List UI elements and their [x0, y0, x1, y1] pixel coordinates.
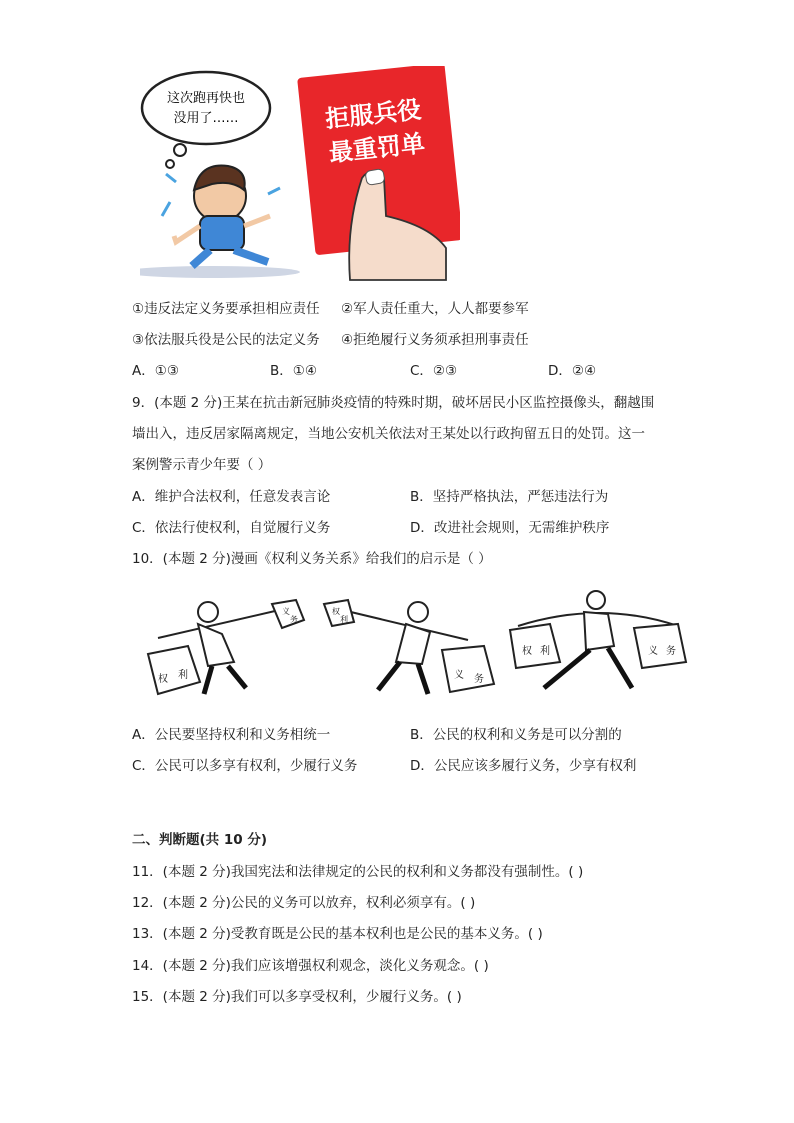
tf-question-13[interactable]: 13．(本题 2 分)受教育既是公民的基本权利也是公民的基本义务。( ): [132, 926, 543, 942]
q8-statement-4: ④拒绝履行义务须承担刑事责任: [341, 332, 529, 348]
q8-option-c[interactable]: C．②③: [410, 363, 458, 379]
q9-option-c[interactable]: C．依法行使权利，自觉履行义务: [132, 520, 331, 536]
q9-option-d[interactable]: D．改进社会规则，无需维护秩序: [410, 520, 610, 536]
q8-statement-1: ①违反法定义务要承担相应责任: [132, 301, 320, 317]
speech-line-2: 没用了……: [173, 111, 239, 126]
q9-option-b[interactable]: B．坚持严格执法，严惩违法行为: [410, 489, 609, 505]
q10-option-d[interactable]: D．公民应该多履行义务，少享有权利: [410, 758, 637, 774]
q10-option-c[interactable]: C．公民可以多享有权利，少履行义务: [132, 758, 358, 774]
q9-stem-line-3: 案例警示青少年要（ ）: [132, 457, 272, 473]
label-duties-1a: 义: [282, 607, 290, 616]
q8-option-a[interactable]: A．①③: [132, 363, 179, 379]
card-line-1: 拒服兵役: [324, 95, 423, 134]
label-rights-3a: 权: [522, 646, 532, 657]
label-duties-2a: 义: [454, 670, 464, 681]
label-rights-3b: 利: [540, 646, 550, 657]
label-rights-2b: 利: [340, 615, 348, 624]
q8-option-b[interactable]: B．①④: [270, 363, 317, 379]
q10-option-a[interactable]: A．公民要坚持权利和义务相统一: [132, 727, 331, 743]
label-duties-3a: 义: [648, 646, 658, 657]
tf-question-15[interactable]: 15．(本题 2 分)我们可以多享受权利，少履行义务。( ): [132, 989, 462, 1005]
tf-question-14[interactable]: 14．(本题 2 分)我们应该增强权利观念，淡化义务观念。( ): [132, 958, 489, 974]
q8-option-d[interactable]: D．②④: [548, 363, 597, 379]
q10-option-b[interactable]: B．公民的权利和义务是可以分割的: [410, 727, 622, 743]
section-2-title: 二、判断题(共 10 分): [132, 832, 268, 848]
label-duties-2b: 务: [474, 674, 484, 685]
figure-duties-heavy: [324, 600, 494, 694]
cartoon-refuse-military-service: [140, 66, 460, 284]
q9-stem-line-2: 墙出入，违反居家隔离规定，当地公安机关依法对王某处以行政拘留五日的处罚。这一: [132, 426, 645, 442]
label-rights-1a: 权: [158, 674, 168, 685]
label-rights-2a: 权: [332, 607, 340, 616]
speech-bubble: [142, 72, 270, 168]
cartoon-rights-duties: [138, 590, 690, 702]
q9-stem-line-1: 9．(本题 2 分)王某在抗击新冠肺炎疫情的特殊时期，破坏居民小区监控摄像头，翻越围: [132, 395, 655, 411]
q8-statement-3: ③依法服兵役是公民的法定义务: [132, 332, 320, 348]
speech-line-1: 这次跑再快也: [166, 91, 246, 106]
figure-rights-heavy: [148, 600, 304, 694]
label-duties-1b: 务: [290, 615, 298, 624]
card-line-2: 最重罚单: [327, 129, 427, 168]
label-duties-3b: 务: [666, 646, 676, 657]
q8-statement-2: ②军人责任重大，人人都要参军: [341, 301, 529, 317]
running-man: [140, 166, 300, 279]
red-card: [297, 66, 460, 280]
q10-stem: 10．(本题 2 分)漫画《权利义务关系》给我们的启示是（ ）: [132, 551, 492, 567]
q9-option-a[interactable]: A．维护合法权利，任意发表言论: [132, 489, 331, 505]
label-rights-1b: 利: [178, 670, 188, 681]
tf-question-12[interactable]: 12．(本题 2 分)公民的义务可以放弃，权利必须享有。( ): [132, 895, 476, 911]
tf-question-11[interactable]: 11．(本题 2 分)我国宪法和法律规定的公民的权利和义务都没有强制性。( ): [132, 864, 584, 880]
figure-balanced: [510, 591, 686, 688]
